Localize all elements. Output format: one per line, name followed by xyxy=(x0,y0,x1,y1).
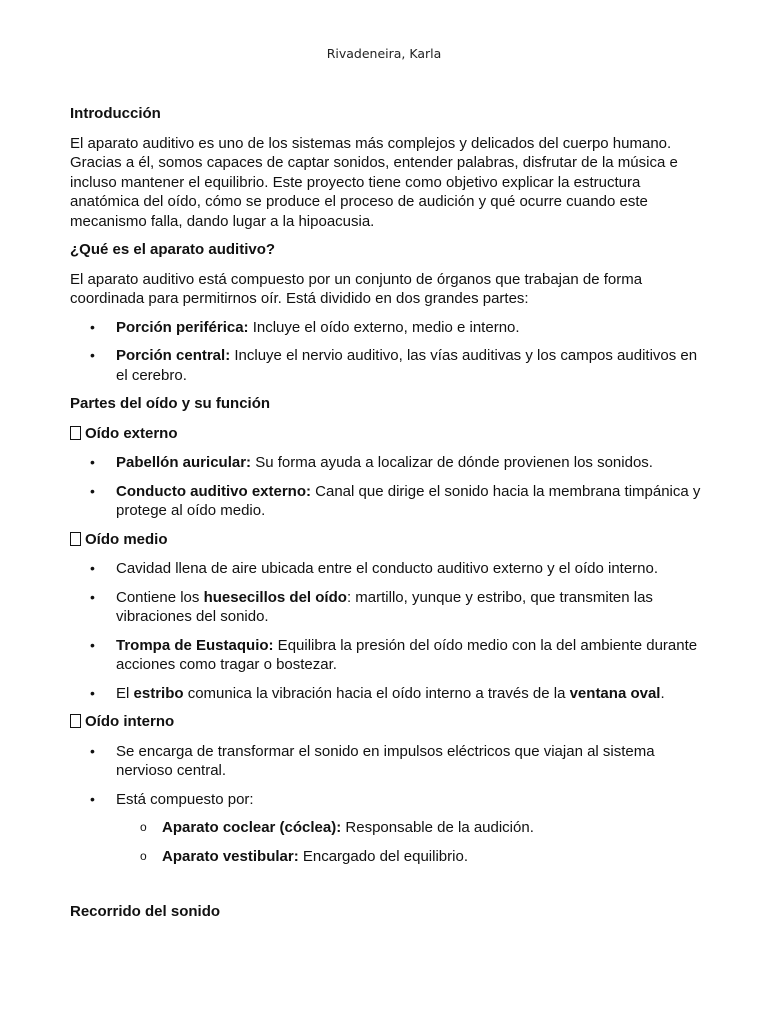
document-body xyxy=(70,104,710,932)
heading-oido-medio: Oído medio xyxy=(70,530,710,550)
list-item: • Pabellón auricular: Su forma ayuda a localizar de dónde provienen los sonidos. xyxy=(70,453,710,473)
paragraph-que-es: El aparato auditivo está compuesto por un conjunto de órganos que trabajan de forma coordinada para permitirnos oír. Está dividido en dos grandes partes: xyxy=(70,270,643,307)
list-oido-externo xyxy=(70,453,710,521)
spacer xyxy=(70,875,710,902)
paragraph-introduccion: El aparato auditivo es uno de los sistemas más complejos y delicados del cuerpo humano. Gracias a él, somos capaces de captar sonidos, entender palabras, disfrutar de la música e incluso mantener el equilibrio. Este proyecto tiene como objetivo explicar la estructura anatómica del oído, cómo se produce el proceso de audición y qué ocurre cuando este mecanismo falla, dando lugar a la hipoacusia. xyxy=(70,134,678,230)
missing-glyph-icon xyxy=(70,714,81,728)
list-oido-interno xyxy=(70,742,710,867)
list-item: • Trompa de Eustaquio: Equilibra la presión del oído medio con la del ambiente durante acciones como tragar o bostezar. xyxy=(70,636,710,675)
list-item: • Está compuesto por: o Aparato coclear (cóclea): Responsable de la audición. o Aparato vestibular: Encargado del equilibrio. xyxy=(70,790,710,867)
sublist-item: o Aparato vestibular: Encargado del equilibrio. xyxy=(116,847,710,867)
missing-glyph-icon xyxy=(70,532,81,546)
heading-que-es: ¿Qué es el aparato auditivo? xyxy=(70,241,276,258)
list-item: • Se encarga de transformar el sonido en impulsos eléctricos que viajan al sistema nervioso central. xyxy=(70,742,710,781)
list-item: • Contiene los huesecillos del oído: martillo, yunque y estribo, que transmiten las vibraciones del sonido. xyxy=(70,588,710,627)
list-item: • Conducto auditivo externo: Canal que dirige el sonido hacia la membrana timpánica y protege al oído medio. xyxy=(70,482,710,521)
page-header-author: Rivadeneira, Karla xyxy=(326,46,442,61)
list-item: • Cavidad llena de aire ubicada entre el conducto auditivo externo y el oído interno. xyxy=(70,559,710,579)
sublist-item: o Aparato coclear (cóclea): Responsable de la audición. xyxy=(116,818,710,838)
heading-introduccion: Introducción xyxy=(70,105,161,122)
missing-glyph-icon xyxy=(70,426,81,440)
heading-oido-interno: Oído interno xyxy=(70,712,710,732)
heading-oido-externo: Oído externo xyxy=(70,424,710,444)
list-item: • El estribo comunica la vibración hacia el oído interno a través de la ventana oval. xyxy=(70,684,710,704)
list-porciones xyxy=(70,318,710,386)
sublist-componentes xyxy=(116,818,710,866)
list-oido-medio xyxy=(70,559,710,703)
heading-partes: Partes del oído y su función xyxy=(70,395,271,412)
list-item: • Porción central: Incluye el nervio auditivo, las vías auditivas y los campos auditivos en el cerebro. xyxy=(70,346,710,385)
heading-recorrido: Recorrido del sonido xyxy=(70,903,221,920)
list-item: • Porción periférica: Incluye el oído externo, medio e interno. xyxy=(70,318,710,338)
